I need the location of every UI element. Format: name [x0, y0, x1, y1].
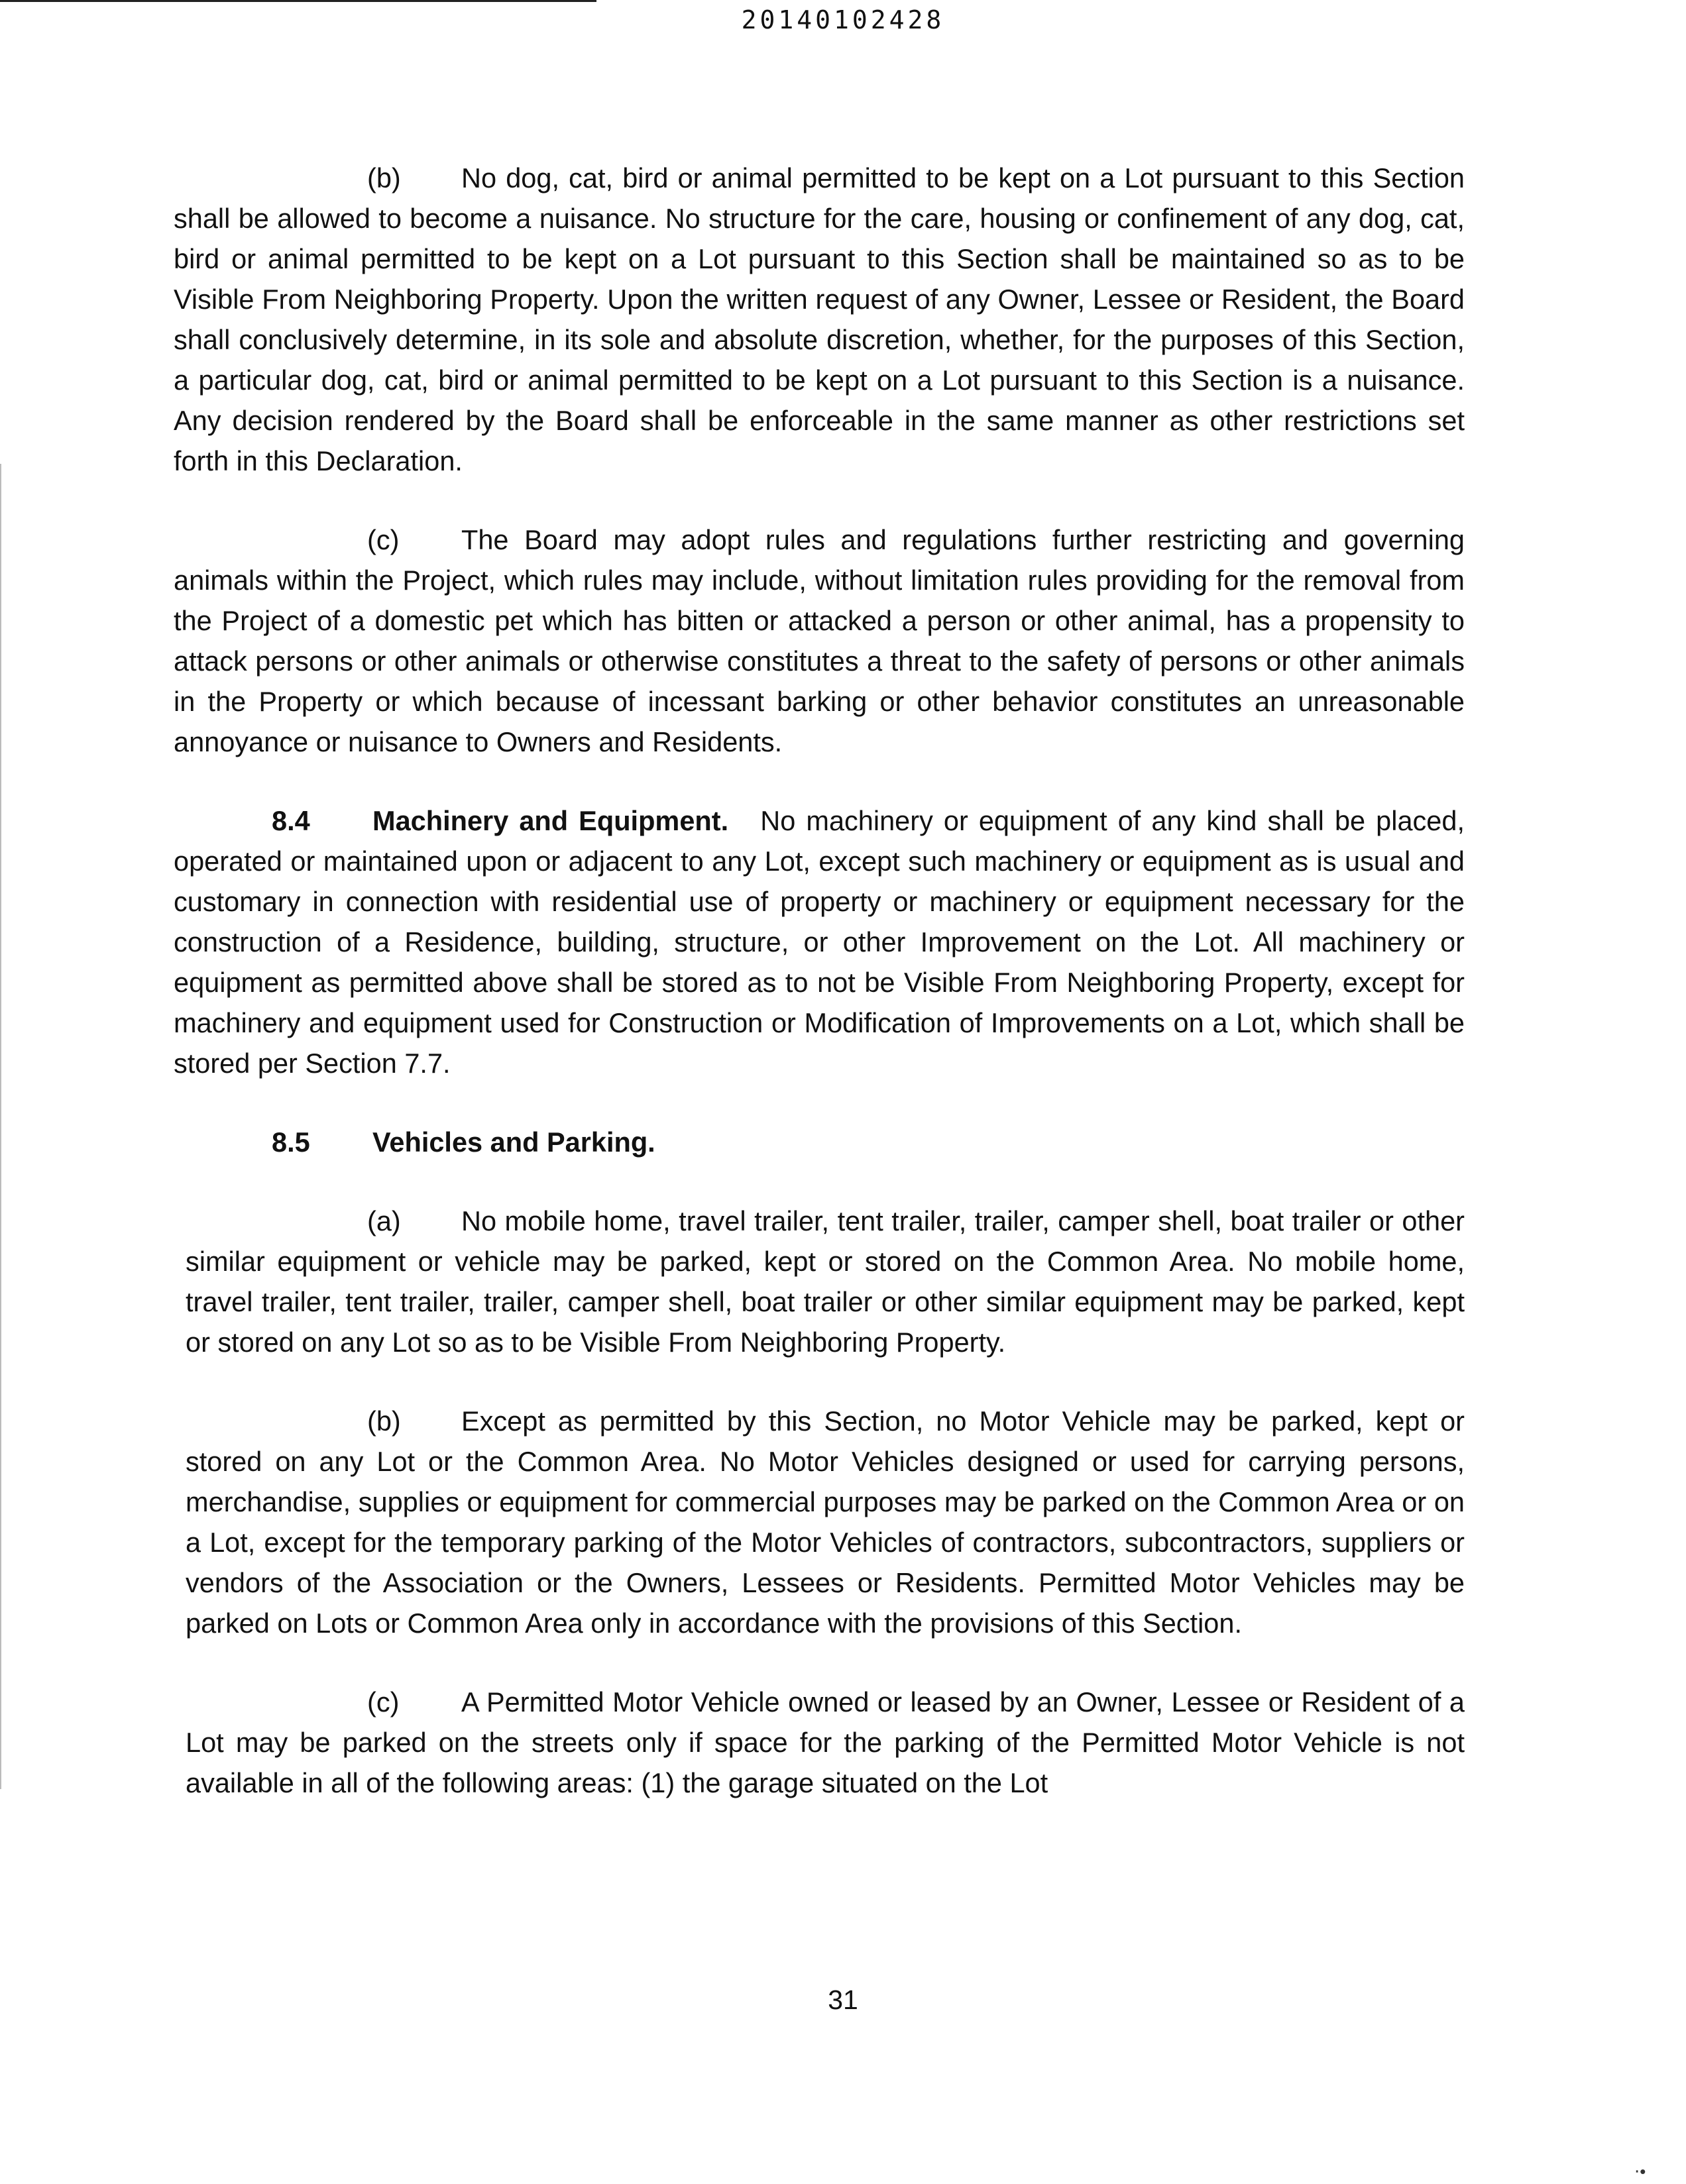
paragraph-8-3-c	[174, 519, 1465, 762]
paragraph-text: No dog, cat, bird or animal permitted to be kept on a Lot pursuant to this Section shall be allowed to become a nuisance. No structure for the care, housing or confinement of any dog, cat, bird or animal permitted to be kept on a Lot pursuant to this Section shall be maintained so as to be Visible From Neighboring Property. Upon the written request of any Owner, Lessee or Resident, the Board shall conclusively determine, in its sole and absolute discretion, whether, for the purposes of this Section, a particular dog, cat, bird or animal permitted to be kept on a Lot pursuant to this Section is a nuisance. Any decision rendered by the Board shall be enforceable in the same manner as other restrictions set forth in this Declaration.	[174, 162, 1465, 476]
page-number: 31	[828, 1985, 858, 2015]
section-number: 8.4	[272, 805, 310, 836]
document-body	[174, 158, 1465, 1841]
paragraph-text: No machinery or equipment of any kind shall be placed, operated or maintained upon or adjacent to any Lot, except such machinery or equipment as is usual and customary in connection with residential use of property or machinery or equipment necessary for the construction of a Residence, building, structure, or other Improvement on the Lot. All machinery or equipment as permitted above shall be stored as to not be Visible From Neighboring Property, except for machinery and equipment used for Construction or Modification of Improvements on a Lot, which shall be stored per Section 7.7.	[174, 805, 1465, 1079]
paragraph-8-5-c	[174, 1682, 1465, 1803]
item-label: (b)	[367, 162, 401, 193]
top-scan-rule	[0, 0, 596, 2]
section-title: Machinery and Equipment.	[372, 805, 729, 836]
paragraph-text: No mobile home, travel trailer, tent trailer, trailer, camper shell, boat trailer or other similar equipment or vehicle may be parked, kept or stored on the Common Area. No mobile home, travel trailer, tent trailer, trailer, camper shell, boat trailer or other similar equipment may be parked, kept or stored on any Lot so as to be Visible From Neighboring Property.	[186, 1205, 1465, 1358]
section-number: 8.5	[272, 1126, 310, 1158]
item-label: (c)	[367, 1686, 400, 1718]
paragraph-8-3-b	[174, 158, 1465, 481]
item-label: (a)	[367, 1205, 401, 1236]
section-title: Vehicles and Parking.	[372, 1126, 655, 1158]
scan-speck: ⋅•	[1634, 2161, 1646, 2181]
section-8-4	[174, 800, 1465, 1083]
left-scan-mark	[0, 464, 1, 1789]
section-8-5-heading	[174, 1122, 1465, 1162]
item-label: (c)	[367, 524, 400, 555]
document-number: 20140102428	[741, 5, 945, 34]
paragraph-8-5-a	[174, 1201, 1465, 1362]
paragraph-text: The Board may adopt rules and regulations further restricting and governing animals within the Project, which rules may include, without limitation rules providing for the removal from the Project of a domestic pet which has bitten or attacked a person or other animal, has a propensity to attack persons or other animals or otherwise constitutes a threat to the safety of persons or other animals in the Property or which because of incessant barking or other behavior constitutes an unreasonable annoyance or nuisance to Owners and Residents.	[174, 524, 1465, 757]
item-label: (b)	[367, 1405, 401, 1437]
paragraph-text: A Permitted Motor Vehicle owned or leased by an Owner, Lessee or Resident of a Lot may be parked on the streets only if space for the parking of the Permitted Motor Vehicle is not available in all of the following areas: (1) the garage situated on the Lot	[186, 1686, 1465, 1798]
paragraph-text: Except as permitted by this Section, no Motor Vehicle may be parked, kept or stored on any Lot or the Common Area. No Motor Vehicles designed or used for carrying persons, merchandise, supplies or equipment for commercial purposes may be parked on the Common Area or on a Lot, except for the temporary parking of the Motor Vehicles of contractors, subcontractors, suppliers or vendors of the Association or the Owners, Lessees or Residents. Permitted Motor Vehicles may be parked on Lots or Common Area only in accordance with the provisions of this Section.	[186, 1405, 1465, 1639]
paragraph-8-5-b	[174, 1401, 1465, 1643]
